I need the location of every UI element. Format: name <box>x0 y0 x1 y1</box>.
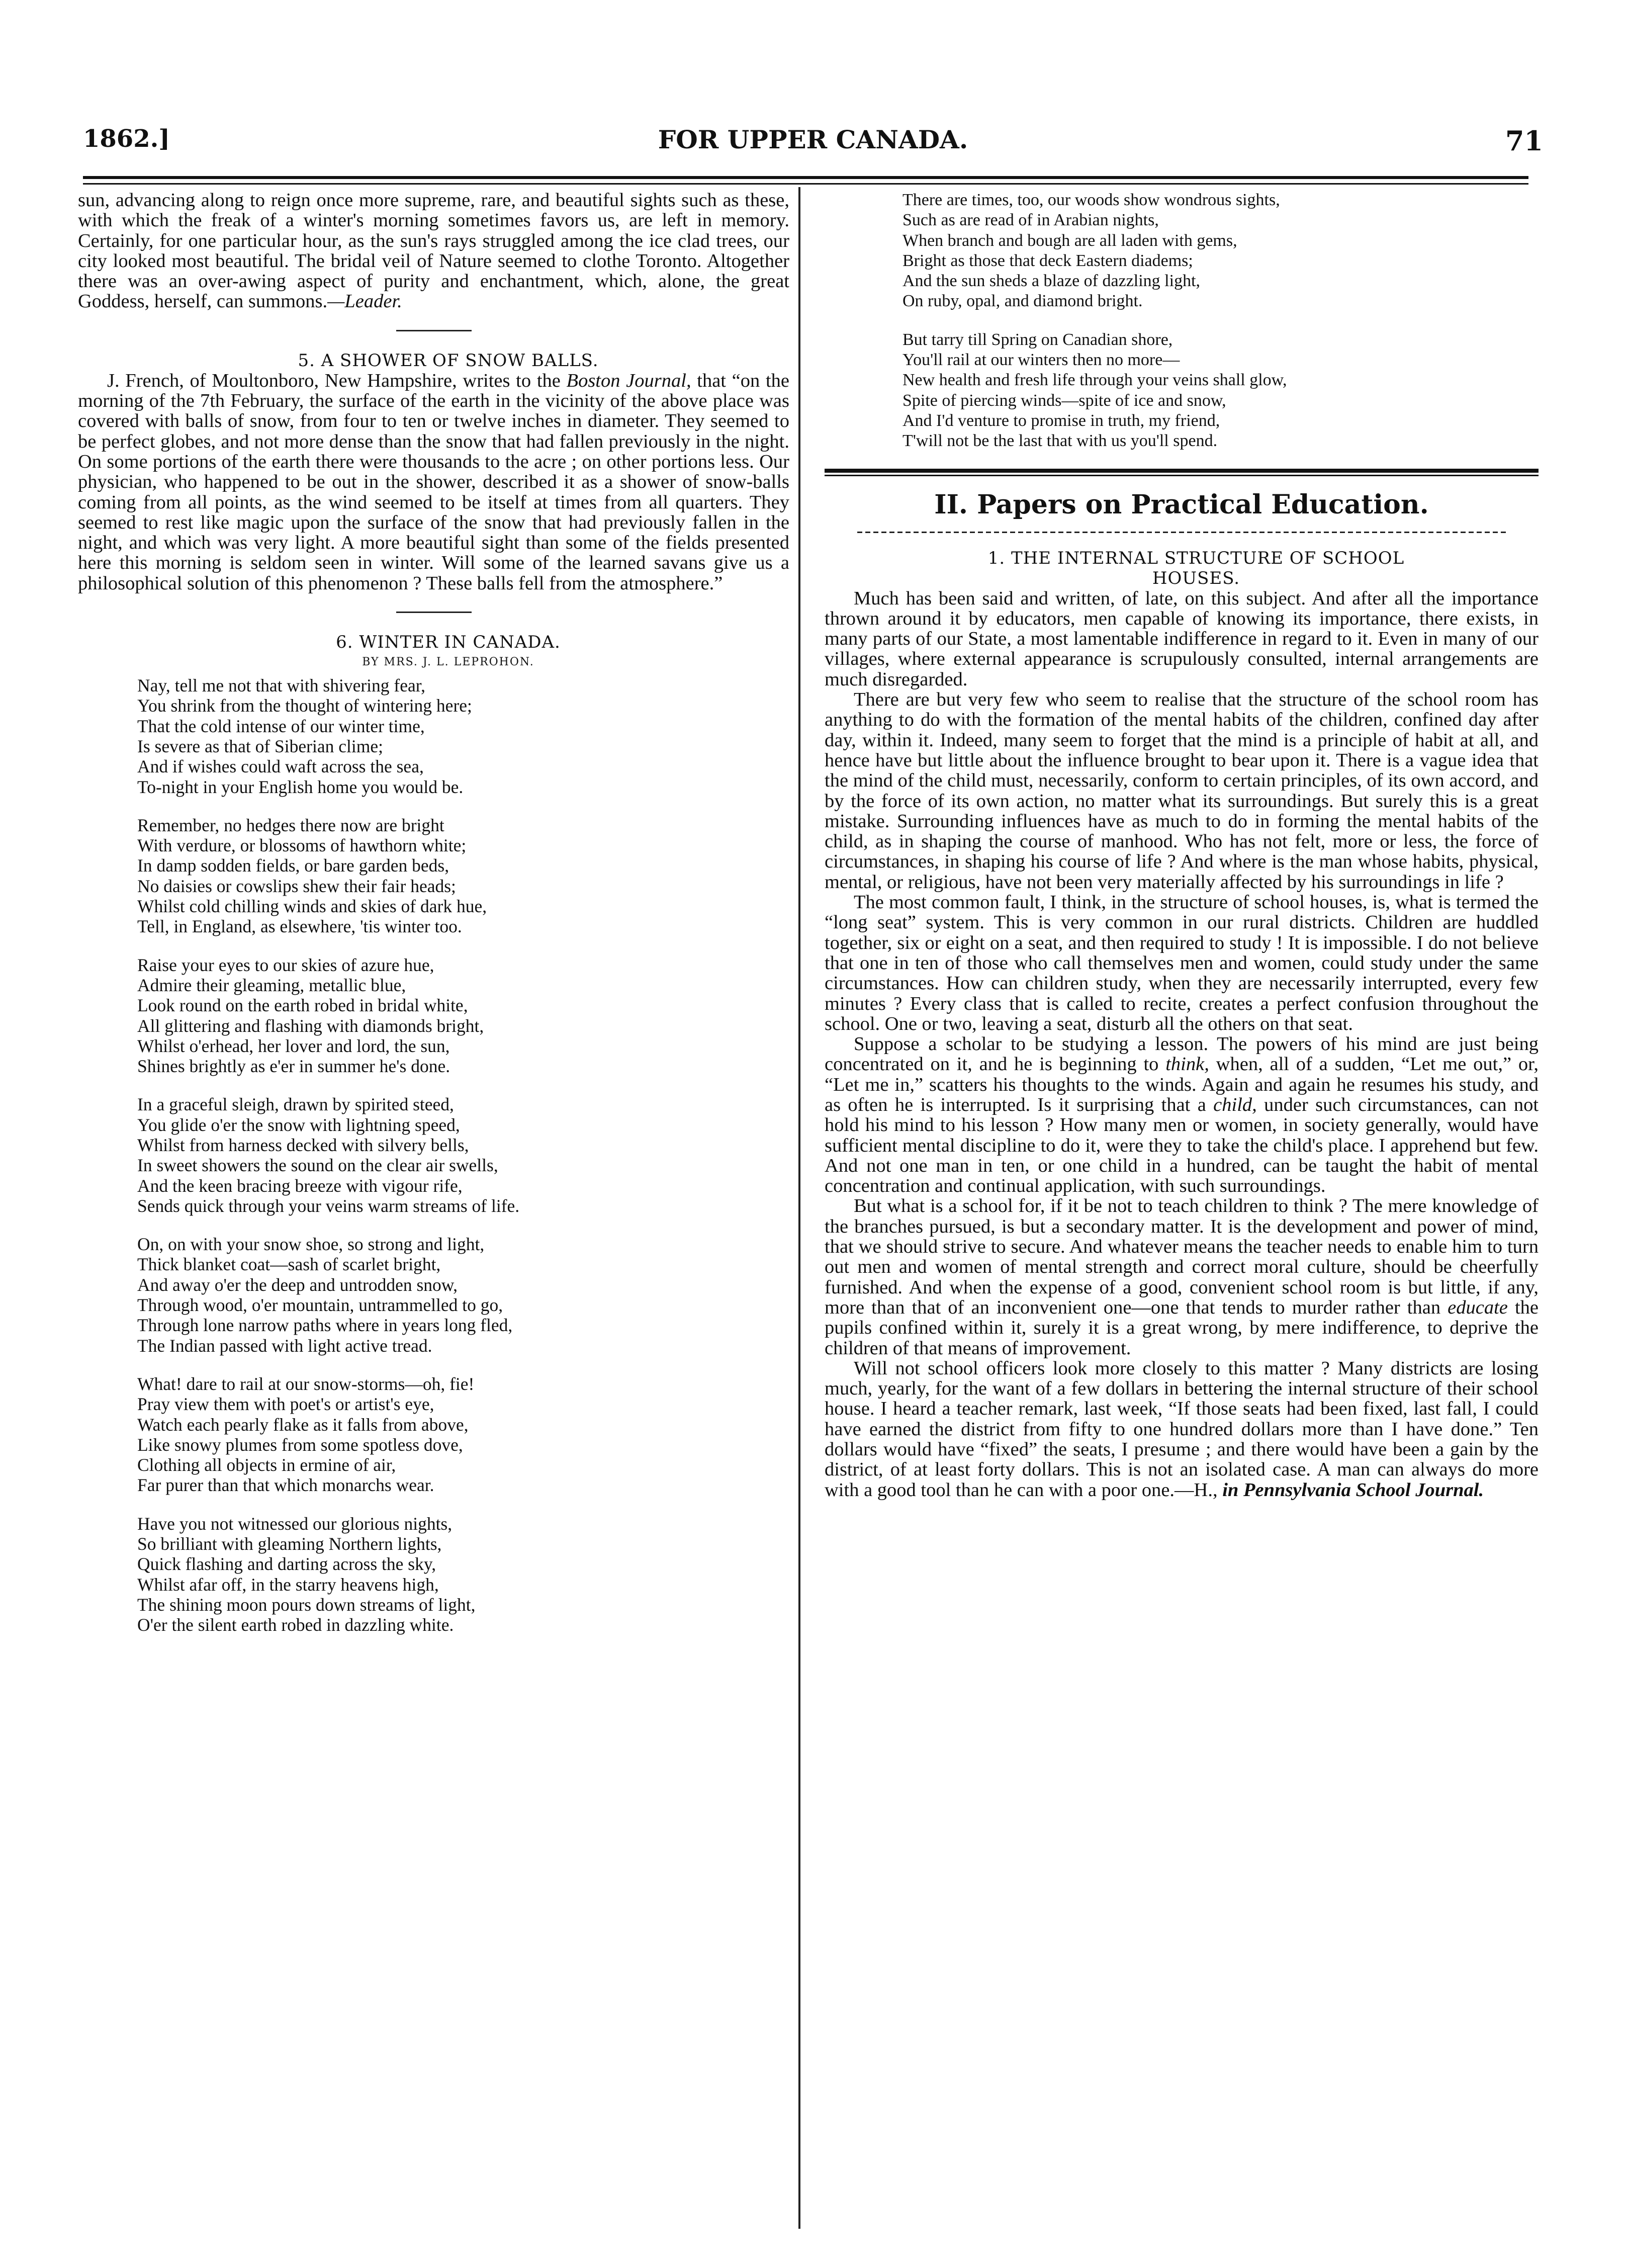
part-rule-thick <box>825 469 1539 473</box>
poem-line: On ruby, opal, and diamond bright. <box>902 292 1143 311</box>
part-rule-thin <box>825 475 1539 476</box>
poem-stanza <box>78 1094 789 1216</box>
poem-line: Through wood, o'er mountain, untrammelled to go, <box>137 1295 503 1316</box>
poem-line: And the keen bracing breeze with vigour rife, <box>137 1175 463 1196</box>
poem-line: What! dare to rail at our snow-storms—oh, fie! <box>137 1373 475 1394</box>
stanza-gap <box>78 797 789 815</box>
section-5-text-a: J. French, of Moultonboro, New Hampshire, writes to the <box>107 370 561 391</box>
section-6-byline: BY MRS. J. L. LEPROHON. <box>362 656 534 669</box>
poem-line: And I'd venture to promise in truth, my friend, <box>902 411 1220 430</box>
poem-line: With verdure, or blossoms of hawthorn white; <box>137 835 467 856</box>
poem-stanza <box>825 330 1539 452</box>
section-5-title: 5. A SHOWER OF SNOW BALLS. <box>298 350 599 371</box>
poem-line: Have you not witnessed our glorious nights, <box>137 1513 453 1534</box>
paragraph-4-emphasis-child: child, <box>1213 1094 1257 1115</box>
poem-line: All glittering and flashing with diamonds bright, <box>137 1015 484 1036</box>
paragraph-6 <box>825 1358 1539 1500</box>
poem-line: Remember, no hedges there now are bright <box>137 815 444 835</box>
poem-line: There are times, too, our woods show wondrous sights, <box>902 191 1280 209</box>
stanza-gap <box>78 1356 789 1374</box>
poem-line: So brilliant with gleaming Northern lights, <box>137 1534 442 1554</box>
poem-line: Clothing all objects in ermine of air, <box>137 1455 396 1475</box>
poem-line: Shines brightly as e'er in summer he's done. <box>137 1056 450 1077</box>
part-title: II. Papers on Practical Education. <box>934 489 1429 520</box>
poem-line: No daisies or cowslips shew their fair heads; <box>137 876 456 896</box>
paragraph-4-text-c: under such circumstances, can not hold his mind to his lesson ? How many men or women, in society generally, would have sufficient mental discipline to do it, were they to take the child's place. I apprehend but few. And not one man in ten, or one child in a hundred, can be taught the habit of mental concentration and continual application, with such surroundings. <box>825 1094 1539 1197</box>
poem-line: In sweet showers the sound on the clear air swells, <box>137 1155 498 1176</box>
section-divider <box>396 330 472 331</box>
poem-line: You'll rail at our winters then no more— <box>902 351 1180 370</box>
poem-line: Such as are read of in Arabian nights, <box>902 211 1159 230</box>
paragraph-3: The most common fault, I think, in the structure of school houses, is, what is termed the “long seat” system. This is very common in our rural districts. Children are huddled together, six or eight on a seat, and then required to study ! It is impossible. I do not believe that one in ten of those who call themselves men and women, could study under the same circumstances. How can children study, when they are necessarily interrupted, every few minutes ? Every class that is called to recite, creates a perfect confusion throughout the school. One or two, leaving a seat, disturb all the others on that seat. <box>825 892 1539 1034</box>
poem-line: Nay, tell me not that with shivering fear, <box>137 675 425 696</box>
paragraph-1: Much has been said and written, of late, on this subject. And after all the importance thrown around it by educators, men capable of knowing its importance, there exists, in many parts of our State, a most lamentable indifference in regard to it. Even in many of our villages, where external appearance is scrupulously consulted, internal arrangements are much disregarded. <box>825 587 1539 690</box>
poem-stanza <box>78 1234 789 1356</box>
poem-line: Tell, in England, as elsewhere, 'tis winter too. <box>137 916 462 937</box>
poem-line: Sends quick through your veins warm streams of life. <box>137 1195 520 1216</box>
poem-line: On, on with your snow shoe, so strong and light, <box>137 1234 485 1255</box>
paragraph-4-text-b: when, all of a sudden, “Let me out,” or, “Let me in,” scatters his thoughts to the winds. Again and again he resumes his study, and as often he is interrupted. Is it surprising that a <box>825 1054 1539 1115</box>
poem-stanza <box>78 815 789 937</box>
paragraph-5-text-b: the pupils confined within it, surely it is a great wrong, by mere indifference, to deprive the children of that means of improvement. <box>825 1296 1539 1359</box>
paragraph-6-text: Will not school officers look more closely to this matter ? Many districts are losing much, yearly, for the want of a few dollars in bettering the internal structure of their school house. I heard a teacher remark, last week, “If those seats had been fixed, last fall, I could have earned the district from fifty to one hundred dollars more than I have done.” Ten dollars would have “fixed” the seats, I presume ; and there would have been a gain by the district, of at least forty dollars. This is not an isolated case. A man can always do more with a good tool than he can with a poor one.—H., <box>825 1357 1539 1501</box>
poem-stanza <box>825 190 1539 312</box>
section-1-title-line2: HOUSES. <box>1152 568 1240 588</box>
poem-stanza <box>78 955 789 1077</box>
poem-line: New health and fresh life through your veins shall glow, <box>902 371 1287 390</box>
section-5-journal: Boston Journal, <box>566 370 691 391</box>
poem-continuation <box>825 190 1539 452</box>
poem-line: Like snowy plumes from some spotless dove, <box>137 1434 463 1455</box>
section-5-text-b: that “on the morning of the 7th February, the surface of the earth in the vicinity of the above place was covered with balls of snow, from four to ten or twelve inches in diameter. They seemed to be perfect globes, and not more dense than the snow that had fallen previously in the night. On some portions of the earth there were thousands to the acre ; on other portions less. Our physician, who happened to be out in the shower, described it as a shower of snow-balls coming from all points, as the wind seemed to be itself at times from all quarters. They seemed to rest like magic upon the surface of the snow that had previously fallen in the night, and which was very light. A more beautiful sight than some of the fields presented here this morning is seldom seen in winter. Will some of the learned savans give us a philosophical solution of this phenomenon ? These balls fell from the atmosphere.” <box>78 370 789 594</box>
poem-line: Raise your eyes to our skies of azure hue, <box>137 954 434 975</box>
stanza-gap <box>78 1216 789 1234</box>
poem-line: Whilst afar off, in the starry heavens high, <box>137 1574 439 1595</box>
poem-stanza <box>78 675 789 797</box>
paragraph-5-text-a: But what is a school for, if it be not to teach children to think ? The mere knowledge of the branches pursued, is but a secondary matter. It is the development and power of mind, that we should strive to secure. And whatever means the teacher needs to enable him to turn out men and women of mental strength and correct moral culture, should be cheerfully furnished. And when the expense of a good, convenient school room is but little, if any, more than that of an inconvenient one—one that tends to murder rather than <box>825 1195 1539 1318</box>
poem-line: Whilst o'erhead, her lover and lord, the sun, <box>137 1035 450 1056</box>
poem-line: Through lone narrow paths where in years long fled, <box>137 1315 513 1336</box>
header-rule-thick <box>83 176 1528 179</box>
intro-source: —Leader. <box>327 291 402 312</box>
header-page-number: 71 <box>1505 125 1543 157</box>
poem-line: Far purer than that which monarchs wear. <box>137 1475 434 1496</box>
stanza-gap <box>78 937 789 955</box>
poem-line: Spite of piercing winds—spite of ice and snow, <box>902 391 1226 410</box>
poem-line: When branch and bough are all laden with gems, <box>902 231 1237 250</box>
poem-line: In damp sodden fields, or bare garden beds, <box>137 855 449 876</box>
stanza-gap <box>78 1076 789 1094</box>
poem-line: That the cold intense of our winter time, <box>137 716 425 736</box>
poem-line: Admire their gleaming, metallic blue, <box>137 975 406 995</box>
poem-stanza <box>78 1514 789 1635</box>
paragraph-2: There are but very few who seem to realise that the structure of the school room has anything to do with the formation of the mental habits of the children, confined day after day, within it. Indeed, many seem to forget that the mind is a principle of habit at all, and hence have but little about the influence brought to bear upon it. There is a vague idea that the mind of the child must, necessarily, conform to certain principles, of its own accord, and by the force of its own action, no matter what its surroundings. But surely this is a great mistake. Surrounding influences have as much to do in forming the mental habits of the child, as in shaping the course of manhood. Who has not felt, more or less, the force of circumstances, in shaping his course of life ? And where is the man whose habits, physical, mental, or religious, have not been very materially affected by his surroundings in life ? <box>825 689 1539 893</box>
poem-line: Is severe as that of Siberian clime; <box>137 736 383 756</box>
section-6-title: 6. WINTER IN CANADA. <box>336 632 561 653</box>
poem-line: Watch each pearly flake as it falls from above, <box>137 1414 469 1435</box>
section-1-title-line1: 1. THE INTERNAL STRUCTURE OF SCHOOL <box>987 548 1405 568</box>
intro-text: sun, advancing along to reign once more supreme, rare, and beautiful sights such as these, with which the freak of a winter's morning sometimes favors us, are left in memory. Certainly, for one particular hour, as the sun's rays struggled among the ice clad trees, our city looked most beautiful. The bridal veil of Nature seemed to clothe Toronto. Altogether there was an over-awing aspect of purity and enchantment, which, alone, the great Goddess, herself, can summons. <box>78 190 789 312</box>
paragraph-5-emphasis-educate: educate <box>1448 1296 1508 1318</box>
poem-line: O'er the silent earth robed in dazzling white. <box>137 1615 454 1635</box>
poem-line: Pray view them with poet's or artist's eye, <box>137 1394 434 1415</box>
column-divider <box>798 187 800 2229</box>
poem-line: And away o'er the deep and untrodden snow, <box>137 1274 458 1295</box>
poem-line: Thick blanket coat—sash of scarlet bright, <box>137 1254 441 1275</box>
poem-line: Bright as those that deck Eastern diadems; <box>902 251 1193 270</box>
poem-line: Whilst cold chilling winds and skies of dark hue, <box>137 896 487 917</box>
poem-line: To-night in your English home you would be. <box>137 776 464 797</box>
poem-line: Whilst from harness decked with silvery bells, <box>137 1135 469 1155</box>
paragraph-4 <box>825 1034 1539 1196</box>
poem-line: T'will not be the last that with us you'll spend. <box>902 431 1218 451</box>
part-rule-dashed <box>857 532 1506 533</box>
poem-line: The shining moon pours down streams of light, <box>137 1594 476 1615</box>
poem-winter-in-canada <box>78 675 789 1635</box>
poem-line: And if wishes could waft across the sea, <box>137 756 424 777</box>
header-title: FOR UPPER CANADA. <box>658 125 968 154</box>
section-5-paragraph <box>78 371 789 593</box>
header-rule-thin <box>83 183 1528 185</box>
poem-line: And the sun sheds a blaze of dazzling light, <box>902 272 1201 291</box>
paragraph-4-emphasis-think: think, <box>1165 1054 1209 1075</box>
poem-line: Quick flashing and darting across the sky, <box>137 1554 436 1575</box>
poem-line: But tarry till Spring on Canadian shore, <box>902 330 1173 349</box>
right-column <box>825 190 1539 1500</box>
header-year: 1862.] <box>83 125 170 153</box>
left-column <box>78 190 789 1635</box>
stanza-gap <box>825 312 1539 330</box>
paragraph-5 <box>825 1196 1539 1358</box>
paragraph-6-source: in Pennsylvania School Journal. <box>1222 1479 1484 1501</box>
intro-paragraph <box>78 190 789 312</box>
poem-line: Look round on the earth robed in bridal white, <box>137 995 468 1016</box>
paragraph-4-text-a: Suppose a scholar to be studying a lesson. The powers of his mind are just being concentrated on it, and he is beginning to <box>825 1033 1539 1075</box>
poem-line: You glide o'er the snow with lightning speed, <box>137 1114 460 1135</box>
poem-line: The Indian passed with light active tread. <box>137 1335 432 1356</box>
stanza-gap <box>78 1496 789 1514</box>
poem-stanza <box>78 1374 789 1496</box>
section-divider <box>396 612 472 613</box>
poem-line: In a graceful sleigh, drawn by spirited steed, <box>137 1094 454 1115</box>
poem-line: You shrink from the thought of wintering here; <box>137 695 472 716</box>
